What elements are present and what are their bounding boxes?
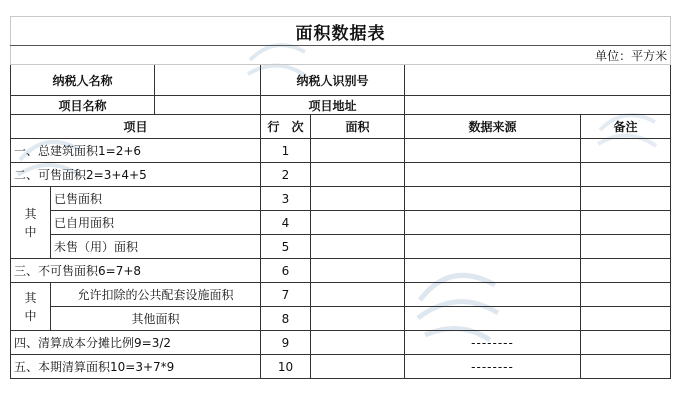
row-source-cell[interactable]	[405, 187, 581, 211]
row-number: 3	[261, 187, 311, 211]
row-number: 2	[261, 163, 311, 187]
row-remark-cell[interactable]	[581, 187, 671, 211]
row-area-cell[interactable]	[311, 355, 405, 379]
row-remark-cell[interactable]	[581, 211, 671, 235]
row-number: 5	[261, 235, 311, 259]
group-label-bottom: 中	[24, 308, 37, 323]
row-item: 其他面积	[51, 307, 261, 331]
table-row	[11, 235, 671, 259]
row-number: 8	[261, 307, 311, 331]
row-source-cell[interactable]: --------	[405, 355, 581, 379]
row-remark-cell[interactable]	[581, 235, 671, 259]
row-item: 四、清算成本分摊比例9=3/2	[11, 331, 261, 355]
area-data-table	[10, 16, 671, 379]
row-area-cell[interactable]	[311, 187, 405, 211]
row-area-cell[interactable]	[311, 307, 405, 331]
row-number: 7	[261, 283, 311, 307]
row-area-cell[interactable]	[311, 259, 405, 283]
group-label-top: 其	[24, 290, 37, 305]
row-source-cell[interactable]	[405, 259, 581, 283]
row-source-cell[interactable]	[405, 283, 581, 307]
taxpayer-name-value[interactable]	[155, 65, 261, 96]
row-source-cell[interactable]	[405, 211, 581, 235]
header-item: 项目	[11, 115, 261, 139]
row-item: 已自用面积	[51, 211, 261, 235]
row-number: 1	[261, 139, 311, 163]
row-remark-cell[interactable]	[581, 331, 671, 355]
row-number: 9	[261, 331, 311, 355]
taxpayer-name-label: 纳税人名称	[11, 65, 155, 96]
row-area-cell[interactable]	[311, 139, 405, 163]
table-row	[11, 307, 671, 331]
row-remark-cell[interactable]	[581, 283, 671, 307]
row-source-cell[interactable]	[405, 235, 581, 259]
table-row	[11, 211, 671, 235]
project-name-value[interactable]	[155, 96, 261, 115]
group-label-bottom: 中	[24, 224, 37, 239]
row-source-cell[interactable]	[405, 139, 581, 163]
row-area-cell[interactable]	[311, 235, 405, 259]
row-item: 三、不可售面积6=7+8	[11, 259, 261, 283]
table-row	[11, 355, 671, 379]
row-source-cell[interactable]	[405, 163, 581, 187]
row-number: 4	[261, 211, 311, 235]
row-item: 允许扣除的公共配套设施面积	[51, 283, 261, 307]
row-area-cell[interactable]	[311, 331, 405, 355]
table-row	[11, 331, 671, 355]
group-label-of-which	[11, 187, 51, 259]
row-area-cell[interactable]	[311, 283, 405, 307]
row-area-cell[interactable]	[311, 163, 405, 187]
group-label-top: 其	[24, 206, 37, 221]
row-item: 已售面积	[51, 187, 261, 211]
table-title: 面积数据表	[11, 17, 671, 46]
project-address-label: 项目地址	[261, 96, 405, 115]
table-row	[11, 283, 671, 307]
group-label-of-which	[11, 283, 51, 331]
row-number: 10	[261, 355, 311, 379]
row-remark-cell[interactable]	[581, 355, 671, 379]
row-remark-cell[interactable]	[581, 259, 671, 283]
header-source: 数据来源	[405, 115, 581, 139]
table-row	[11, 187, 671, 211]
header-remark: 备注	[581, 115, 671, 139]
table-row	[11, 139, 671, 163]
taxpayer-id-value[interactable]	[405, 65, 671, 96]
unit-label: 单位：平方米	[11, 46, 671, 65]
row-remark-cell[interactable]	[581, 163, 671, 187]
header-row-no: 行 次	[261, 115, 311, 139]
row-item: 未售（用）面积	[51, 235, 261, 259]
row-area-cell[interactable]	[311, 211, 405, 235]
row-item: 二、可售面积2=3+4+5	[11, 163, 261, 187]
row-number: 6	[261, 259, 311, 283]
row-source-cell[interactable]	[405, 307, 581, 331]
table-row	[11, 259, 671, 283]
row-item: 五、本期清算面积10=3+7*9	[11, 355, 261, 379]
table-row	[11, 163, 671, 187]
row-source-cell[interactable]: --------	[405, 331, 581, 355]
project-name-label: 项目名称	[11, 96, 155, 115]
row-remark-cell[interactable]	[581, 139, 671, 163]
project-address-value[interactable]	[405, 96, 671, 115]
taxpayer-id-label: 纳税人识别号	[261, 65, 405, 96]
row-remark-cell[interactable]	[581, 307, 671, 331]
header-area: 面积	[311, 115, 405, 139]
row-item: 一、总建筑面积1=2+6	[11, 139, 261, 163]
